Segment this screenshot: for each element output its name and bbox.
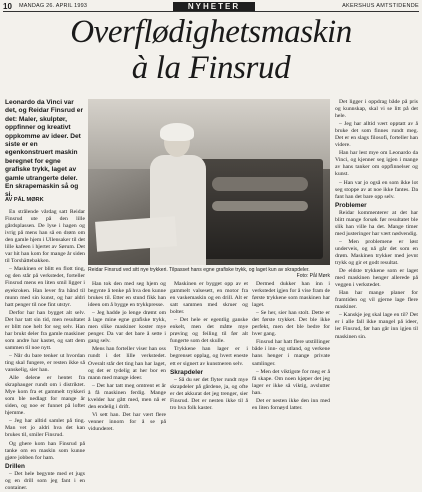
paragraph: – Så du ser det flyter rundt mye skrapdeler på gårdene, ja, og ofte er det akkurat det jeg trenger, sier Finsrud. Det er nesten ikke til å tro hva folk kaster. <box>170 376 248 411</box>
machine-roller <box>212 201 308 211</box>
paragraph: Han har mange planer for framtiden og vil gjerne lage flere maskiner. <box>335 290 418 311</box>
paragraph: – Det har tatt meg omtrent et år å få maskinen ferdig. Mange kvelder har gått med, men nå er den endelig i drift. <box>88 382 166 410</box>
byline: AV PÅL MØRK <box>5 197 44 203</box>
paragraph: – Han var jo også en som ikke lot seg stoppe av at noe ikke fantes. Da fant han det bare opp selv. <box>335 179 418 200</box>
person-body <box>150 155 206 265</box>
photo-caption <box>88 267 330 279</box>
subheading: Skrapdeler <box>170 368 204 376</box>
photo-credit: Foto: Pål Mørk <box>296 273 330 279</box>
machine-roller <box>212 177 308 191</box>
subheading: Problemer <box>335 201 367 209</box>
paragraph: Han tok den med seg hjem og begynte å tenke på hva den kunne brukes til. Etter en stund fikk han ideen om å bygge en trykkpresse. <box>88 281 166 309</box>
paragraph: – Det hele er egentlig ganske enkelt, men det måtte mye prøving og feiling til før alt fungerte som det skulle. <box>170 317 248 345</box>
paragraph: – Se her, sier han stolt. Dette er det første trykket. Det ble ikke perfekt, men det ble bedre for hver gang. <box>252 310 330 338</box>
paragraph: Vi sett han. Det har vært flere venner innom for å se på vidunderet. <box>88 411 166 432</box>
headline-line-2: à la Finsrud <box>131 50 291 86</box>
headline-line-1: Overflødighetsmaskin <box>70 14 352 50</box>
paragraph: – Men problemene er løst underveis, og nå går det som en drøm. Maskinen trykker med jevnt trykk og gir et godt resultat. <box>335 238 418 267</box>
printing-machine <box>198 159 323 259</box>
paragraph: Og ghere kom han Finsrud på tanke om en maskin som kunne gjøre jobben for ham. <box>5 440 85 461</box>
article-photo <box>88 99 330 265</box>
paragraph: De eldste trykkene som er laget med maskinen henger allerede på veggen i verkstedet. <box>335 268 418 289</box>
paragraph: Maskinen er bygget opp av et gammelt valsesett, en motor fra en vaskemaskin og en drill. Alt er satt sammen med skruer og bolter. <box>170 281 248 316</box>
paragraph: Han har lest mye om Leonardo da Vinci, og kjenner seg igjen i mange av hans tanker om oppfinnelser og kunst. <box>335 150 418 178</box>
section-label: NYHETER <box>173 2 255 11</box>
column-2 <box>88 281 166 477</box>
column-1 <box>5 209 85 491</box>
paragraph: – Maskinen er blitt en flott ting, og den står på verkstedet, forteller Finsrud mens en liten smil ligger i øyekroken. Han lever fra hånd til munn med sin kunst, og har aldri hatt penger til noe fint utstyr. <box>5 266 85 308</box>
column-5 <box>335 99 418 477</box>
issue-date: MANDAG 26. APRIL 1993 <box>19 3 88 9</box>
paragraph: Alle delene er hentet fra skraphauger rundt om i distriktet. Mye kom fra et gammelt trykkeri som ble nedlagt for mange år siden, og noe er funnet på loftet hjemme. <box>5 375 85 417</box>
paragraph: – Kanskje jeg skal lage en til? Det er i alle fall ikke mangel på ideer, ler Finsrud, før han går inn igjen til maskinen sin. <box>335 312 418 340</box>
paragraph: Det er nesten ikke den inn med en liten fornøyd latter. <box>252 397 330 411</box>
column-4 <box>252 281 330 477</box>
person-hair <box>160 123 194 141</box>
paragraph: Reidar kommenterer at det har blitt mange forsøk før resultatet ble slik han ville ha det. Mange timer med justeringer har vært nødvendig. <box>335 209 418 237</box>
paragraph: Det ligger i oppdrag både på pris og kunnskap, skal vi se litt på det hele. <box>335 99 418 120</box>
column-3 <box>170 281 248 477</box>
paragraph: – Jeg har alltid samlet på ting. Man vet jo aldri hva det kan brukes til, smiler Finsrud. <box>5 418 85 439</box>
paragraph: En strålende vårdag satt Reidar Finsrud ute på den lille gårdsplassen. De lyse i hagen og ivrig på mens han så en drøm om den gamle hjem i Ullensaker til det lille kafeen i hjertet av Sørum. Det var hit han kom for mange år siden til Torshättebakken. <box>5 209 85 265</box>
paragraph: Trykkene han lager er i begrenset opplag, og hvert eneste ett er signert av kunstneren selv. <box>170 346 248 367</box>
paragraph: Derfor har han bygget alt selv. Det har tatt sin tid, men resultatet er blitt noe helt for seg selv. Han har brukt deler fra gamle maskiner som andre har kastet, og satt dem sammen til noe nytt. <box>5 309 85 351</box>
paragraph: – Men det viktigste for meg er å få skape. Om noen kjøper det jeg lager er ikke så viktig, avslutter han. <box>252 368 330 396</box>
paragraph: Finsrud har hatt flere utstillinger både i inn- og utland, og verkene hans henger i mange private samlinger. <box>252 339 330 367</box>
paragraph: Mens han forteller viser han oss rundt i det lille verkstedet. Overalt står det ting han har laget, og det er tydelig at her bor en mann med mange ideer. <box>88 346 166 381</box>
paragraph: Dermed dukker han inn i verkstedet igjen for å vise fram de første trykkene som maskinen har laget. <box>252 281 330 309</box>
caption-text: Reidar Finsrud ved sitt nye trykkeri. Tilpasset hans egne grafiske trykk, og laget kun av skrapdeler. <box>88 267 310 273</box>
paragraph: – Det hele begynte med et jugs og en drill som jeg fant i en container. <box>5 470 85 491</box>
lead-paragraph: Leonardo da Vinci var det, og Reidar Finsrud er det: Maler, skulptør, oppfinner og kreativt oppkomme av ideer. Det siste er en egenkonstruert maskin beregnet for egne grafiske trykk, laget av gamle utrangerte deler. En skrapemaskin så og si. <box>5 99 84 199</box>
paragraph: – Jeg hadde jo lenge drømt om å lage mine egne grafiske trykk, men slike maskiner koster mye penger. Da var det bare å sette i gang selv. <box>88 310 166 345</box>
paragraph: – Jeg har alltid vært opptatt av å bruke det som finnes rundt meg. Det er en slags filosofi, forteller han videre. <box>335 121 418 149</box>
newspaper-name: AKERSHUS AMTSTIDENDE <box>342 3 419 9</box>
subheading: Drillen <box>5 462 25 470</box>
headline <box>0 14 422 86</box>
page-number: 10 <box>3 2 12 11</box>
paragraph: – Når du bare tenker ut hvordan ting skal fungere, er resten ikke så vanskelig, sier han. <box>5 352 85 374</box>
masthead <box>3 2 419 12</box>
print-sheet <box>95 216 177 252</box>
